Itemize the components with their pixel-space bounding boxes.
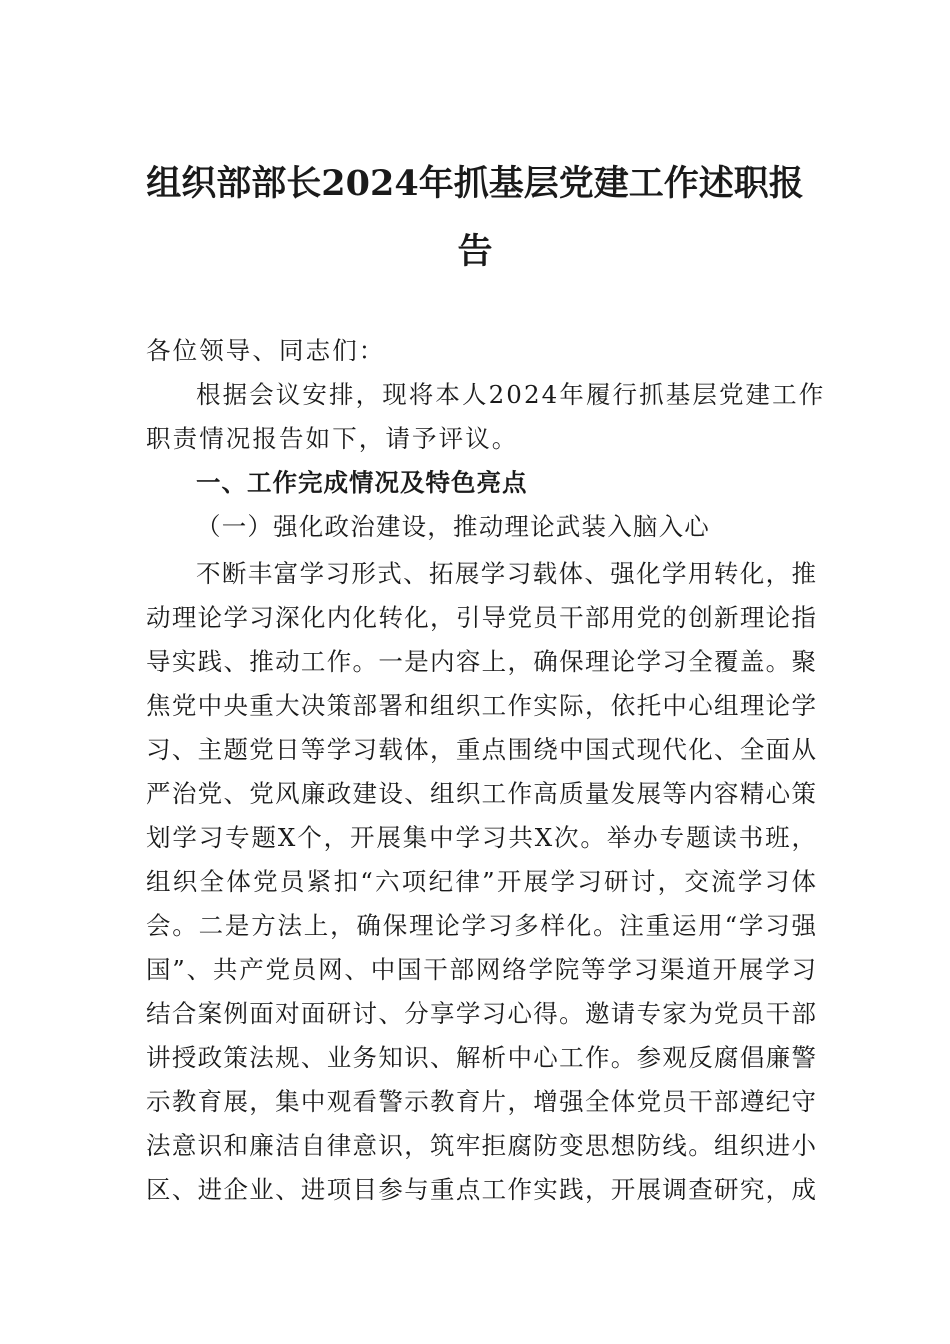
body-line: 会。二是方法上，确保理论学习多样化。注重运用“学习强 <box>146 911 816 940</box>
body-line: 国”、共产党员网、中国干部网络学院等学习渠道开展学习 <box>146 955 816 984</box>
document-title-line-2: 告 <box>457 231 493 272</box>
subsection-heading: （一）强化政治建设，推动理论武装入脑入心 <box>196 512 710 541</box>
body-line: 不断丰富学习形式、拓展学习载体、强化学用转化，推 <box>196 559 816 588</box>
body-line: 焦党中央重大决策部署和组织工作实际，依托中心组理论学 <box>146 691 816 720</box>
body-line: 动理论学习深化内化转化，引导党员干部用党的创新理论指 <box>146 603 816 632</box>
body-line: 结合案例面对面研讨、分享学习心得。邀请专家为党员干部 <box>146 999 816 1028</box>
body-line: 示教育展，集中观看警示教育片，增强全体党员干部遵纪守 <box>146 1087 816 1116</box>
body-line: 划学习专题X个，开展集中学习共X次。举办专题读书班， <box>146 823 816 852</box>
body-line: 导实践、推动工作。一是内容上，确保理论学习全覆盖。聚 <box>146 647 816 676</box>
body-line: 法意识和廉洁自律意识，筑牢拒腐防变思想防线。组织进小 <box>146 1131 816 1160</box>
intro-line-2: 职责情况报告如下，请予评议。 <box>146 424 519 453</box>
section-heading: 一、工作完成情况及特色亮点 <box>196 468 528 497</box>
body-line: 习、主题党日等学习载体，重点围绕中国式现代化、全面从 <box>146 735 816 764</box>
intro-line-1: 根据会议安排，现将本人2024年履行抓基层党建工作 <box>196 380 826 409</box>
body-line: 区、进企业、进项目参与重点工作实践，开展调查研究，成 <box>146 1175 816 1204</box>
document-title-line-1: 组织部部长2024年抓基层党建工作述职报 <box>146 163 804 204</box>
salutation: 各位领导、同志们： <box>146 336 386 365</box>
body-line: 讲授政策法规、业务知识、解析中心工作。参观反腐倡廉警 <box>146 1043 816 1072</box>
body-line: 严治党、党风廉政建设、组织工作高质量发展等内容精心策 <box>146 779 816 808</box>
body-line: 组织全体党员紧扣“六项纪律”开展学习研讨，交流学习体 <box>146 867 816 896</box>
